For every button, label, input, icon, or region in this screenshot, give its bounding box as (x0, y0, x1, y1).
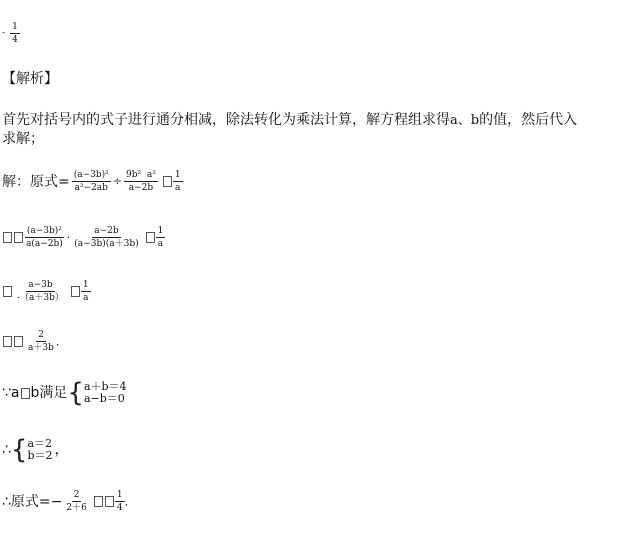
solution-prefix: ∴ (2, 442, 11, 458)
step-3 (2, 280, 91, 303)
missing-glyph-box (14, 336, 23, 347)
step-2 (2, 226, 165, 249)
step1-divide: ÷ (112, 174, 122, 188)
step2-f2-numerator: a−2b (94, 226, 119, 236)
step3-f1-numerator: a−3b (28, 280, 53, 290)
answer-sign: - (2, 28, 6, 39)
step4-numerator: 2 (38, 330, 44, 340)
step-4 (2, 330, 67, 353)
condition-eq-2: a−b＝0 (83, 392, 125, 405)
left-brace: { (67, 378, 84, 408)
step2-fraction-3 (156, 226, 166, 249)
final-period: ． (124, 494, 136, 508)
step1-f3-denominator: a (174, 183, 181, 193)
answer-denominator: 4 (12, 35, 18, 45)
final-f2-denominator: 4 (116, 503, 123, 513)
final-f1-denominator: 2＋6 (66, 503, 87, 513)
step1-fraction-2 (124, 170, 158, 193)
missing-glyph-box (21, 388, 30, 399)
step3-fraction-2 (81, 280, 91, 303)
step1-equals: = (58, 173, 70, 190)
left-brace: { (10, 435, 28, 465)
missing-glyph-box (3, 232, 12, 243)
explanation-line-1 (2, 111, 577, 130)
step2-f3-numerator: 1 (157, 226, 164, 236)
final-label: ∴原式 (2, 493, 39, 510)
step2-f1-denominator: a(a−2b) (26, 239, 63, 249)
explanation-vars: a、b (450, 113, 480, 128)
explanation-prefix: 首先对括号内的式子进行通分相减，除法转化为乘法计算，解方程组求得 (2, 112, 450, 128)
step1-label: 解：原式 (2, 173, 58, 190)
answer-line (2, 22, 20, 45)
final-equals: =− (38, 493, 63, 510)
step1-f2-numerator (124, 170, 158, 182)
step2-fraction-1 (24, 226, 65, 249)
condition-system (84, 381, 127, 405)
condition-mid: b满足 (30, 385, 68, 401)
analysis-heading: 【解析】 (2, 71, 58, 87)
step2-f2-denominator: (a−3b)(a＋3b) (74, 239, 139, 249)
step1-f1-denominator: a²−2ab (74, 183, 108, 193)
solution-eq-1: a＝2 (27, 437, 53, 450)
final-fraction-2 (115, 490, 125, 513)
step1-f3-numerator: 1 (174, 170, 181, 180)
step3-f2-numerator: 1 (82, 280, 89, 290)
final-fraction-1 (64, 490, 88, 513)
step3-f2-denominator: a (83, 293, 89, 303)
condition-eq-1: a＋b＝4 (83, 380, 127, 393)
missing-glyph-box (3, 286, 12, 297)
condition-prefix: ∵a (2, 385, 20, 401)
answer-numerator: 1 (12, 22, 18, 32)
missing-glyph-box (163, 176, 172, 187)
step1-f1-numerator: (a−3b)² (73, 170, 109, 180)
missing-glyph-box (14, 232, 23, 243)
step1-fraction-3 (173, 170, 183, 193)
final-f2-numerator: 1 (116, 490, 123, 500)
missing-glyph-box (146, 232, 155, 243)
solution-eq-2: b＝2 (27, 449, 53, 462)
step2-f1-numerator: (a−3b)² (26, 226, 62, 236)
step1-f2-denominator: a−2b (128, 183, 154, 193)
explanation-line-2: 求解； (2, 131, 44, 147)
solution-system (27, 438, 52, 462)
solution-line (2, 437, 69, 463)
step2-f3-denominator: a (157, 239, 164, 249)
missing-glyph-box (3, 336, 12, 347)
step3-f1-denominator: -（a＋3b） (17, 293, 64, 303)
explanation-suffix: 的值，然后代入 (479, 112, 578, 128)
solution-comma: ， (54, 442, 69, 458)
missing-glyph-box (71, 286, 80, 297)
step2-fraction-2 (72, 226, 140, 249)
final-line (2, 490, 136, 513)
step3-fraction-1 (15, 280, 66, 303)
step1-f2-num-a: 9b² (125, 170, 142, 180)
step4-period: ． (55, 334, 67, 348)
step-1 (2, 170, 183, 193)
condition-line (2, 380, 127, 406)
final-f1-numerator: 2 (73, 490, 80, 500)
missing-glyph-box (105, 496, 114, 507)
step2-dot: · (66, 230, 71, 244)
answer-fraction (10, 22, 20, 45)
step4-denominator: a＋3b (28, 343, 54, 353)
missing-glyph-box (94, 496, 103, 507)
step1-fraction-1 (72, 170, 111, 193)
step1-f2-num-b: a² (146, 170, 156, 180)
step4-fraction (26, 330, 56, 353)
